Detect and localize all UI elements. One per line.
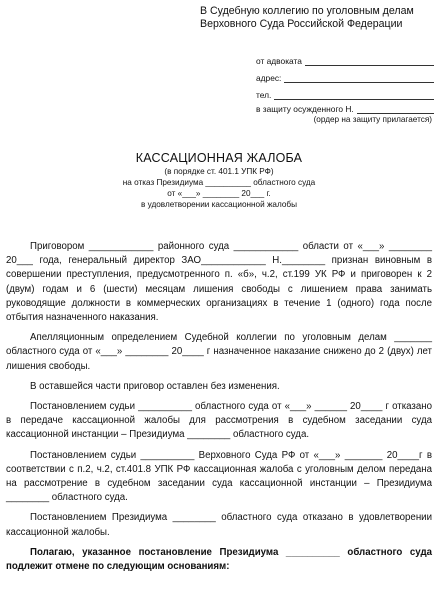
addressee-line: В Судебную коллегию по уголовным делам [200, 5, 414, 17]
phone-blank [274, 90, 434, 100]
defense-blank [357, 104, 434, 114]
defense-label: в защиту осужденного Н. [256, 104, 354, 114]
lawyer-blank [305, 56, 434, 66]
refusal-line: на отказ Президиума __________ областного суда [122, 178, 316, 187]
procedure-note: (в порядке ст. 401.1 УПК РФ) [164, 167, 274, 176]
sender-block [256, 49, 434, 125]
complaint-body [6, 240, 432, 580]
paragraph-transfer: Постановлением судьи __________ Верховного Суда РФ от «___» _______ 20____г в соответствии с п.2, ч.2, ст.401.8 УПК РФ кассационная жалоба с уголовным делом передана на рассмотрение в судебном заседании суда кассационной инстанции – Президиума ________ областного суда. [6, 449, 432, 504]
date-line: от «___» ________ 20___ г. [167, 189, 271, 198]
address-label: адрес: [256, 73, 282, 83]
defense-field [256, 100, 434, 114]
paragraph-unchanged: В оставшейся части приговор оставлен без изменения. [30, 380, 280, 392]
paragraph-verdict: Приговором ____________ районного суда ____________ области от «___» ________ 20___ года, генеральный директор ЗАО____________ Н.________ признан виновным в совершении преступления, предусмотренного п. «б», ч.2, ст.199 УК РФ и приговорен к 2 (двум) годам и 6 (шести) месяцам лишения свободы с лишением права занимать руководящие должности в коммерческих организациях в течение 1 (одного) года после отбытия назначенного наказания. [6, 241, 432, 324]
addressee-block [200, 5, 436, 31]
paragraph-presidium-refusal: Постановлением Президиума ________ областного суда отказано в удовлетворении кассационной жалобы. [6, 512, 432, 538]
satisfaction-line: в удовлетворении кассационной жалобы [141, 200, 297, 209]
addressee-line: Верховного Суда Российской Федерации [200, 18, 403, 30]
paragraph-grounds: Полагаю, указанное постановление Президиума __________ областного суда подлежит отмене по следующим основаниям: [6, 546, 432, 573]
warrant-note: (ордер на защиту прилагается) [313, 115, 432, 124]
document-title: КАССАЦИОННАЯ ЖАЛОБА [135, 151, 303, 165]
lawyer-label: от адвоката [256, 56, 302, 66]
address-blank [284, 73, 434, 83]
complaint-heading [0, 151, 438, 210]
phone-field [256, 83, 434, 100]
lawyer-field [256, 49, 434, 66]
paragraph-refusal: Постановлением судьи __________ областного суда от «___» ______ 20____ г отказано в передаче кассационной жалобы для рассмотрения в судебном заседании суда кассационной инстанции – Президиума ________ областного суда. [6, 401, 432, 441]
phone-label: тел. [256, 90, 272, 100]
paragraph-appeal: Апелляционным определением Судебной коллегии по уголовным делам _______ областного суда от «___» ________ 20____ г назначенное наказание снижено до 2 (двух) лет лишения свободы. [6, 332, 432, 372]
address-field [256, 66, 434, 83]
